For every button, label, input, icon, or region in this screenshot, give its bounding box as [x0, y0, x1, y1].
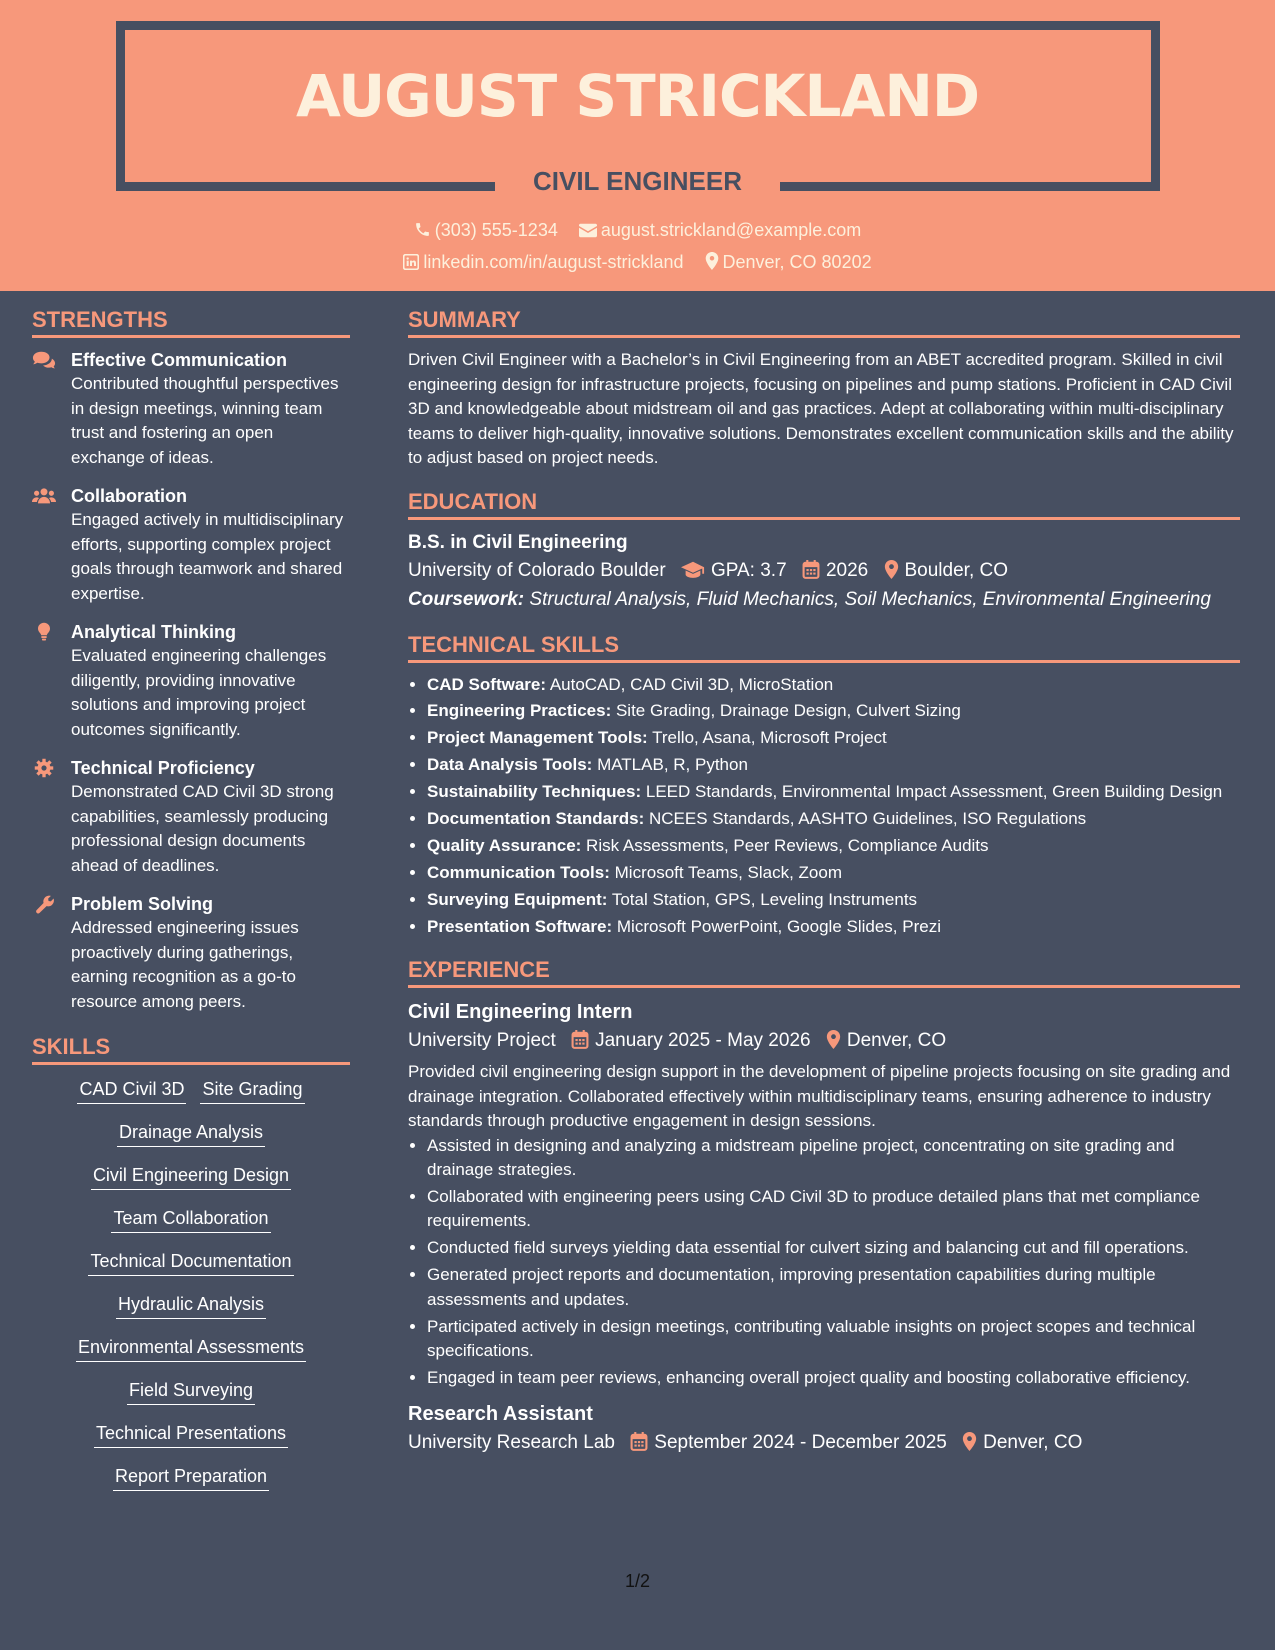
strength-title: Effective Communication: [71, 350, 288, 370]
skill-category: Quality Assurance:: [427, 835, 582, 855]
calendar-icon: [571, 1030, 589, 1049]
skill-values: Risk Assessments, Peer Reviews, Compliance Audits: [586, 835, 989, 855]
graduation-cap-icon: [681, 561, 705, 579]
list-item: [427, 861, 1240, 886]
users-icon: [32, 486, 56, 506]
job-location: Denver, CO: [846, 1030, 947, 1052]
skill-tag: Hydraulic Analysis: [116, 1292, 266, 1319]
strengths-heading: STRENGTHS: [32, 307, 350, 338]
skill-line: [32, 1378, 350, 1405]
skill-tag: Technical Presentations: [94, 1421, 288, 1448]
skill-category: Communication Tools:: [427, 862, 610, 882]
skill-values: Microsoft Teams, Slack, Zoom: [614, 862, 842, 882]
envelope-icon: [579, 223, 597, 238]
skill-line: [32, 1077, 350, 1104]
map-pin-icon: [962, 1432, 977, 1451]
strength-desc: Addressed engineering issues proactively during gatherings, earning recognition as a go-to resource among peers.: [71, 918, 299, 1011]
linkedin-text: linkedin.com/in/august-strickland: [423, 252, 684, 272]
list-item: • Collaborated with engineering peers using CAD Civil 3D to produce detailed plans that met compliance requirements.: [427, 1185, 1240, 1234]
skill-line: [32, 1421, 350, 1448]
contact-row-1: [0, 220, 1275, 241]
strength-desc: Engaged actively in multidisciplinary efforts, supporting complex project goals through teamwork and shared expertise.: [71, 510, 344, 603]
phone-text: (303) 555-1234: [434, 220, 558, 240]
experience-heading: EXPERIENCE: [408, 957, 1240, 988]
technical-skills-heading: TECHNICAL SKILLS: [408, 632, 1240, 663]
education-meta: [408, 556, 1240, 586]
page-number: 1/2: [624, 1571, 651, 1591]
skill-category: Project Management Tools:: [427, 728, 648, 748]
skill-category: Surveying Equipment:: [427, 889, 608, 909]
contact-row-2: [0, 252, 1275, 273]
skill-category: Sustainability Techniques:: [427, 782, 642, 802]
skill-line: [32, 1163, 350, 1190]
skill-category: Presentation Software:: [427, 916, 613, 936]
job-org: University Project: [408, 1030, 556, 1052]
strength-item: [32, 484, 350, 606]
education-heading: EDUCATION: [408, 489, 1240, 520]
graduation-year: 2026: [825, 559, 869, 581]
skill-values: Site Grading, Drainage Design, Culvert Sizing: [615, 701, 961, 721]
skill-tag: CAD Civil 3D: [77, 1077, 186, 1104]
skill-values: MATLAB, R, Python: [597, 755, 748, 775]
skill-tag: Team Collaboration: [111, 1206, 270, 1233]
candidate-name: AUGUST STRICKLAND: [295, 62, 980, 130]
skill-category: Documentation Standards:: [427, 808, 645, 828]
email-contact[interactable]: [579, 220, 861, 241]
strength-title: Problem Solving: [71, 894, 214, 914]
job-dates: January 2025 - May 2026: [595, 1030, 811, 1052]
strength-desc: Contributed thoughtful perspectives in design meetings, winning team trust and fostering an open exchange of ideas.: [71, 374, 339, 467]
list-item: • Conducted field surveys yielding data essential for culvert sizing and balancing cut and fill operations.: [427, 1236, 1240, 1261]
skill-tag: Report Preparation: [113, 1464, 269, 1491]
linkedin-icon: [403, 254, 419, 270]
coursework: [408, 588, 1240, 612]
skill-category: Engineering Practices:: [427, 701, 612, 721]
job-title: Civil Engineering Intern: [408, 1001, 633, 1024]
skills-list: [32, 1077, 350, 1491]
list-item: [427, 834, 1240, 859]
job-meta: [408, 1428, 1240, 1458]
list-item: [427, 726, 1240, 751]
list-item: [427, 699, 1240, 724]
list-item: • Generated project reports and documentation, improving presentation capabilities during multiple assessments and updates.: [427, 1263, 1240, 1312]
skill-tag: Technical Documentation: [88, 1249, 293, 1276]
skill-line: [32, 1335, 350, 1362]
skill-values: Trello, Asana, Microsoft Project: [652, 728, 887, 748]
candidate-title: CIVIL ENGINEER: [532, 166, 742, 196]
lightbulb-icon: [32, 622, 56, 642]
map-pin-icon: [705, 252, 719, 270]
list-item: [427, 915, 1240, 940]
job-org: University Research Lab: [408, 1432, 615, 1454]
skill-line: [32, 1120, 350, 1147]
left-column: [32, 291, 350, 1507]
skill-line: [32, 1292, 350, 1319]
list-item: [427, 673, 1240, 698]
skill-values: Total Station, GPS, Leveling Instruments: [611, 889, 918, 909]
email-text: august.strickland@example.com: [600, 220, 862, 240]
skill-tag: Site Grading: [200, 1077, 304, 1104]
job-title: Research Assistant: [408, 1403, 593, 1426]
skill-line: [32, 1249, 350, 1276]
list-item: • Participated actively in design meetings, contributing valuable insights on project scopes and technical specifications.: [427, 1315, 1240, 1364]
location-text: Denver, CO 80202: [722, 252, 872, 272]
skill-values: AutoCAD, CAD Civil 3D, MicroStation: [549, 674, 834, 694]
strength-item: [32, 892, 350, 1014]
strength-desc: Evaluated engineering challenges diligently, providing innovative solutions and improving project outcomes significantly.: [71, 646, 327, 739]
skills-heading: SKILLS: [32, 1034, 350, 1065]
skill-tag: Drainage Analysis: [117, 1120, 265, 1147]
skill-tag: Field Surveying: [127, 1378, 255, 1405]
job-location: Denver, CO: [983, 1432, 1083, 1454]
job-meta: [408, 1026, 1240, 1056]
coursework-text: Structural Analysis, Fluid Mechanics, Soil Mechanics, Environmental Engineering: [529, 588, 1211, 610]
phone-contact: [414, 220, 558, 241]
strength-title: Collaboration: [71, 486, 187, 506]
list-item: [427, 807, 1240, 832]
linkedin-contact[interactable]: [403, 252, 683, 273]
technical-skills-list: [408, 673, 1240, 940]
list-item: [427, 753, 1240, 778]
skill-values: LEED Standards, Environmental Impact Assessment, Green Building Design: [645, 782, 1223, 802]
location-contact: [705, 252, 872, 273]
summary-text: Driven Civil Engineer with a Bachelor’s in Civil Engineering from an ABET accredited program. Skilled in civil engineering design for infrastructure projects, focusing on pipelines and pump stations. Proficient in CAD Civil 3D and knowledgeable about midstream oil and gas practices. Adept at collaborating within multi-disciplinary teams to deliver high-quality, innovative solutions. Demonstrates excellent communication skills and the ability to adjust based on project needs.: [408, 350, 1234, 467]
skill-line: [32, 1206, 350, 1233]
list-item: [427, 888, 1240, 913]
right-column: [408, 291, 1240, 1458]
map-pin-icon: [884, 560, 899, 579]
strength-desc: Demonstrated CAD Civil 3D strong capabilities, seamlessly producing professional design documents ahead of deadlines.: [71, 782, 334, 875]
map-pin-icon: [826, 1030, 841, 1049]
skill-tag: Civil Engineering Design: [91, 1163, 291, 1190]
school-location: Boulder, CO: [904, 559, 1008, 581]
coursework-label: Coursework:: [408, 588, 525, 610]
header-banner: [0, 0, 1275, 291]
skill-category: Data Analysis Tools:: [427, 755, 593, 775]
comments-icon: [32, 350, 56, 370]
strength-title: Analytical Thinking: [71, 622, 237, 642]
summary-heading: SUMMARY: [408, 307, 1240, 338]
degree-title: B.S. in Civil Engineering: [408, 531, 628, 553]
calendar-icon: [630, 1432, 648, 1451]
skill-values: NCEES Standards, AASHTO Guidelines, ISO Regulations: [648, 808, 1087, 828]
school-name: University of Colorado Boulder: [408, 559, 666, 581]
strength-item: [32, 756, 350, 878]
skill-tag: Environmental Assessments: [76, 1335, 306, 1362]
list-item: • Engaged in team peer reviews, enhancing overall project quality and boosting collaborative efficiency.: [427, 1366, 1240, 1391]
strength-item: [32, 348, 350, 470]
list-item: • Assisted in designing and analyzing a midstream pipeline project, concentrating on site grading and drainage strategies.: [427, 1134, 1240, 1183]
skill-line: [32, 1464, 350, 1491]
gear-icon: [32, 758, 56, 778]
job-bullets: [408, 1134, 1240, 1391]
phone-icon: [414, 221, 431, 238]
list-item: [427, 780, 1240, 805]
skill-category: CAD Software:: [427, 674, 547, 694]
gpa-text: GPA: 3.7: [710, 559, 787, 581]
strength-item: [32, 620, 350, 742]
skill-values: Microsoft PowerPoint, Google Slides, Prezi: [616, 916, 941, 936]
job-description: Provided civil engineering design support in the development of pipeline projects focusing on site grading and drainage integration. Collaborated effectively within multidisciplinary teams, ensuring adherence to industry standards through productive engagement in design sessions.: [408, 1062, 1231, 1131]
wrench-icon: [32, 894, 56, 914]
strength-title: Technical Proficiency: [71, 758, 255, 778]
calendar-icon: [802, 560, 820, 579]
job-dates: September 2024 - December 2025: [654, 1432, 947, 1454]
